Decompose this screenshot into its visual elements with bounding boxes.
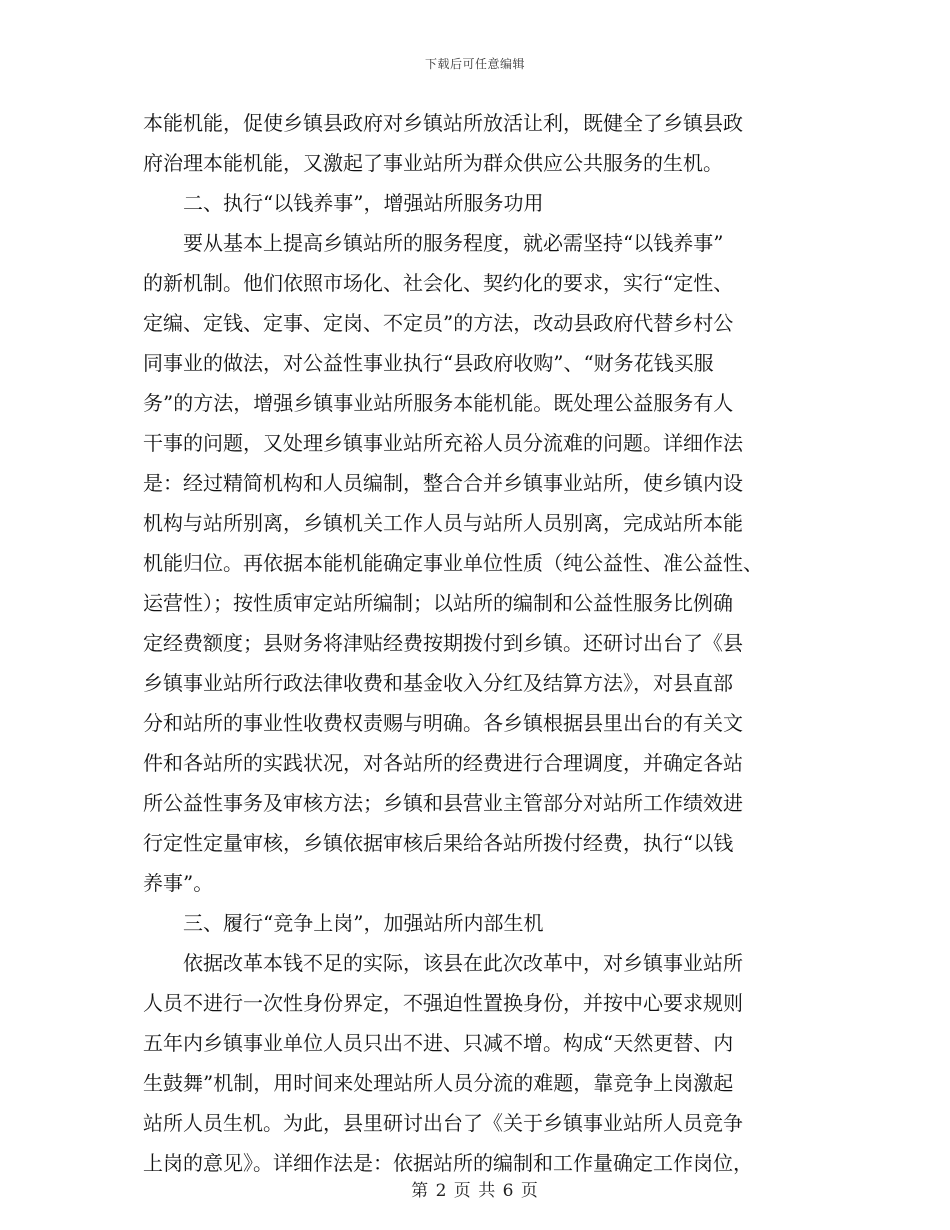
text-line: 件和各站所的实践状况，对各站所的经费进行合理调度，并确定各站 [143,751,743,775]
text-line: 干事的问题，又处理乡镇事业站所充裕人员分流难的问题。详细作法 [143,431,743,455]
text-line: 本能机能，促使乡镇县政府对乡镇站所放活让利，既健全了乡镇县政 [143,111,743,135]
text-line: 定经费额度；县财务将津贴经费按期拨付到乡镇。还研讨出台了《县 [143,631,743,655]
text-line: 定编、定钱、定事、定岗、不定员”的方法，改动县政府代替乡村公 [143,311,734,335]
text-line: 的新机制。他们依照市场化、社会化、契约化的要求，实行“定性、 [143,271,734,295]
text-line: 同事业的做法，对公益性事业执行“县政府收购”、“财务花钱买服 [143,351,714,375]
text-line: 府治理本能机能，又激起了事业站所为群众供应公共服务的生机。 [143,151,723,175]
text-line: 三、履行“竞争上岗”，加强站所内部生机 [183,911,544,935]
page-header: 下载后可任意编辑 [424,57,525,71]
text-line: 人员不进行一次性身份界定，不强迫性置换身份，并按中心要求规则 [143,991,743,1015]
text-line: 养事”。 [143,871,214,895]
text-line: 依据改革本钱不足的实际，该县在此次改革中，对乡镇事业站所 [183,951,743,975]
text-line: 二、执行“以钱养事”，增强站所服务功用 [183,191,544,215]
text-line: 上岗的意见》。详细作法是：依据站所的编制和工作量确定工作岗位， [143,1151,753,1175]
text-line: 机构与站所别离，乡镇机关工作人员与站所人员别离，完成站所本能 [143,511,743,535]
text-line: 是：经过精简机构和人员编制，整合合并乡镇事业站所，使乡镇内设 [143,471,743,495]
text-line: 机能归位。再依据本能机能确定事业单位性质（纯公益性、准公益性、 [143,551,763,575]
document-body [143,103,813,1183]
text-line: 要从基本上提高乡镇站所的服务程度，就必需坚持“以钱养事” [183,231,724,255]
text-line: 站所人员生机。为此，县里研讨出台了《关于乡镇事业站所人员竞争 [143,1111,743,1135]
text-line: 乡镇事业站所行政法律收费和基金收入分红及结算方法》，对县直部 [143,671,733,695]
text-line: 务”的方法，增强乡镇事业站所服务本能机能。既处理公益服务有人 [143,391,734,415]
text-line: 行定性定量审核，乡镇依据审核后果给各站所拨付经费，执行“以钱 [143,831,734,855]
text-line: 所公益性事务及审核方法；乡镇和县营业主管部分对站所工作绩效进 [143,791,743,815]
text-line: 五年内乡镇事业单位人员只出不进、只减不增。构成“天然更替、内 [143,1031,734,1055]
text-line: 生鼓舞”机制，用时间来处理站所人员分流的难题，靠竞争上岗激起 [143,1071,734,1095]
text-line: 分和站所的事业性收费权责赐与明确。各乡镇根据县里出台的有关文 [143,711,743,735]
page-number: 第 2 页 共 6 页 [411,1181,539,1201]
text-line: 运营性）；按性质审定站所编制；以站所的编制和公益性服务比例确 [143,591,733,615]
